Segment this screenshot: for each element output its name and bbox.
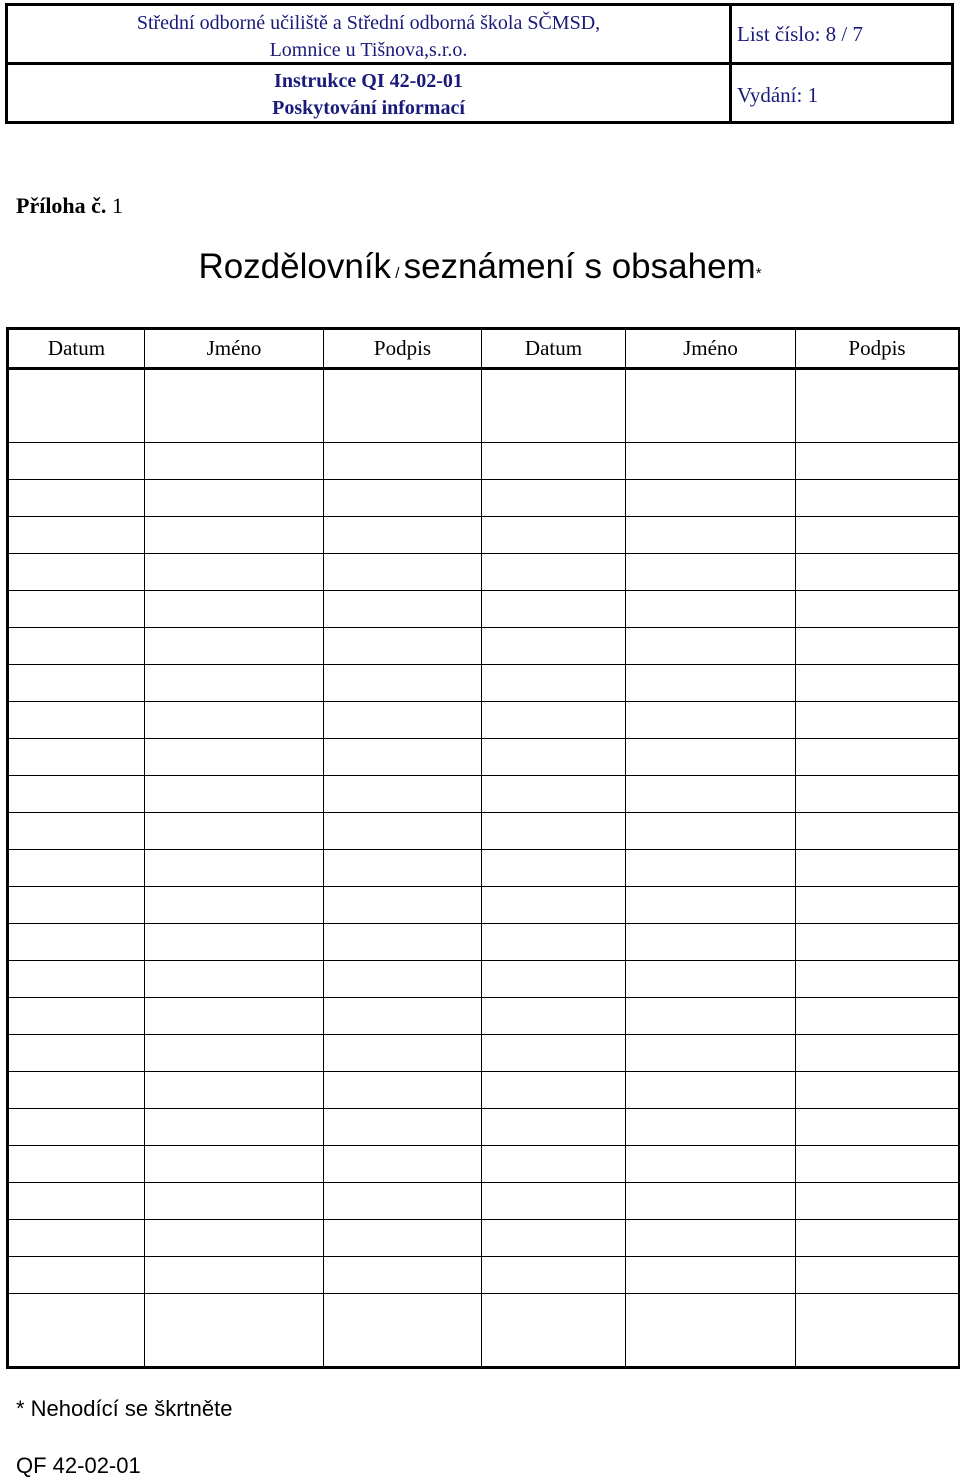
table-row <box>8 369 960 443</box>
table-cell[interactable] <box>145 924 324 961</box>
table-row <box>8 924 960 961</box>
table-cell[interactable] <box>482 591 626 628</box>
table-cell[interactable] <box>8 961 145 998</box>
table-row <box>8 961 960 998</box>
table-cell[interactable] <box>324 850 482 887</box>
table-cell[interactable] <box>324 702 482 739</box>
table-cell[interactable] <box>482 1220 626 1257</box>
table-cell[interactable] <box>796 443 960 480</box>
table-cell[interactable] <box>626 998 796 1035</box>
table-cell[interactable] <box>324 517 482 554</box>
table-row <box>8 739 960 776</box>
title-rest: seznámení s obsahem <box>403 247 756 286</box>
table-cell[interactable] <box>482 924 626 961</box>
attachment-label <box>16 193 123 219</box>
footnote: * Nehodící se škrtněte <box>16 1396 233 1421</box>
table-cell[interactable] <box>145 1035 324 1072</box>
table-cell[interactable] <box>145 1183 324 1220</box>
column-header-signature-2: Podpis <box>796 329 960 369</box>
table-cell[interactable] <box>482 1257 626 1294</box>
table-cell[interactable] <box>145 702 324 739</box>
column-header-name-2: Jméno <box>626 329 796 369</box>
table-row <box>8 776 960 813</box>
table-cell[interactable] <box>145 961 324 998</box>
table-cell[interactable] <box>626 628 796 665</box>
table-cell[interactable] <box>626 924 796 961</box>
table-cell[interactable] <box>796 1220 960 1257</box>
table-cell[interactable] <box>145 554 324 591</box>
table-cell[interactable] <box>324 369 482 443</box>
table-cell[interactable] <box>796 517 960 554</box>
table-cell[interactable] <box>626 1035 796 1072</box>
table-cell[interactable] <box>145 443 324 480</box>
table-cell[interactable] <box>796 591 960 628</box>
instruction-code: Instrukce QI 42-02-01 <box>274 70 463 92</box>
table-cell[interactable] <box>324 924 482 961</box>
table-cell[interactable] <box>8 850 145 887</box>
table-cell[interactable] <box>324 1220 482 1257</box>
table-cell[interactable] <box>796 961 960 998</box>
table-cell[interactable] <box>145 998 324 1035</box>
table-row <box>8 1257 960 1294</box>
attachment-label-text: Příloha č. <box>16 193 107 218</box>
table-row <box>8 850 960 887</box>
table-cell[interactable] <box>482 776 626 813</box>
column-header-name: Jméno <box>145 329 324 369</box>
table-cell[interactable] <box>796 924 960 961</box>
table-cell[interactable] <box>8 591 145 628</box>
table-cell[interactable] <box>8 776 145 813</box>
table-cell[interactable] <box>324 554 482 591</box>
table-cell[interactable] <box>626 1183 796 1220</box>
table-cell[interactable] <box>626 1294 796 1368</box>
table-cell[interactable] <box>8 1257 145 1294</box>
table-cell[interactable] <box>796 776 960 813</box>
table-cell[interactable] <box>482 739 626 776</box>
table-cell[interactable] <box>324 1183 482 1220</box>
table-cell[interactable] <box>626 1220 796 1257</box>
title-main: Rozdělovník <box>198 247 392 286</box>
table-cell[interactable] <box>324 665 482 702</box>
table-cell[interactable] <box>482 1072 626 1109</box>
table-cell[interactable] <box>482 369 626 443</box>
table-cell[interactable] <box>145 1220 324 1257</box>
table-cell[interactable] <box>626 887 796 924</box>
column-header-date-2: Datum <box>482 329 626 369</box>
table-cell[interactable] <box>626 369 796 443</box>
table-cell[interactable] <box>482 517 626 554</box>
table-cell[interactable] <box>626 591 796 628</box>
table-cell[interactable] <box>626 961 796 998</box>
table-cell[interactable] <box>8 480 145 517</box>
table-cell[interactable] <box>626 850 796 887</box>
table-cell[interactable] <box>8 924 145 961</box>
table-cell[interactable] <box>482 1146 626 1183</box>
title-separator: / <box>391 265 404 282</box>
organization-line-2: Lomnice u Tišnova,s.r.o. <box>269 39 468 61</box>
column-header-date: Datum <box>8 329 145 369</box>
table-row <box>8 702 960 739</box>
table-cell[interactable] <box>324 628 482 665</box>
table-cell[interactable] <box>626 665 796 702</box>
table-body <box>8 369 960 1368</box>
table-cell[interactable] <box>324 887 482 924</box>
table-cell[interactable] <box>324 1035 482 1072</box>
table-cell[interactable] <box>8 554 145 591</box>
table-cell[interactable] <box>626 813 796 850</box>
table-cell[interactable] <box>796 628 960 665</box>
table-header-row <box>8 329 960 369</box>
attachment-number: 1 <box>111 193 123 218</box>
table-cell[interactable] <box>8 443 145 480</box>
table-cell[interactable] <box>8 665 145 702</box>
table-cell[interactable] <box>145 628 324 665</box>
title-asterisk: * <box>755 265 762 282</box>
table-row <box>8 887 960 924</box>
table-cell[interactable] <box>796 998 960 1035</box>
table-cell[interactable] <box>796 1072 960 1109</box>
page-title <box>0 245 960 296</box>
table-cell[interactable] <box>626 1072 796 1109</box>
distribution-table <box>6 327 960 1369</box>
table-cell[interactable] <box>796 480 960 517</box>
table-cell[interactable] <box>626 739 796 776</box>
table-row <box>8 1109 960 1146</box>
instruction-title <box>8 68 729 122</box>
table-cell[interactable] <box>145 1072 324 1109</box>
table-cell[interactable] <box>482 702 626 739</box>
organization-name <box>8 10 729 64</box>
column-header-signature: Podpis <box>324 329 482 369</box>
table-cell[interactable] <box>8 1109 145 1146</box>
table-row <box>8 1183 960 1220</box>
table-cell[interactable] <box>145 369 324 443</box>
table-cell[interactable] <box>796 813 960 850</box>
table-cell[interactable] <box>796 1146 960 1183</box>
table-cell[interactable] <box>482 1294 626 1368</box>
table-cell[interactable] <box>796 554 960 591</box>
table-cell[interactable] <box>796 850 960 887</box>
table-cell[interactable] <box>482 665 626 702</box>
edition-number: Vydání: 1 <box>737 83 819 107</box>
table-cell[interactable] <box>8 369 145 443</box>
table-cell[interactable] <box>626 443 796 480</box>
table-cell[interactable] <box>482 887 626 924</box>
table-cell[interactable] <box>324 1257 482 1294</box>
table-cell[interactable] <box>8 998 145 1035</box>
table-cell[interactable] <box>796 369 960 443</box>
instruction-name: Poskytování informací <box>272 97 465 119</box>
table-cell[interactable] <box>324 739 482 776</box>
table-row <box>8 628 960 665</box>
table-row <box>8 998 960 1035</box>
table-cell[interactable] <box>145 887 324 924</box>
table-row <box>8 480 960 517</box>
table-cell[interactable] <box>796 1183 960 1220</box>
table-cell[interactable] <box>8 1146 145 1183</box>
form-code: QF 42-02-01 <box>16 1453 141 1478</box>
table-row <box>8 517 960 554</box>
table-cell[interactable] <box>626 1109 796 1146</box>
table-cell[interactable] <box>145 1257 324 1294</box>
table-cell[interactable] <box>145 850 324 887</box>
table-cell[interactable] <box>8 1220 145 1257</box>
table-cell[interactable] <box>324 1146 482 1183</box>
table-cell[interactable] <box>145 1294 324 1368</box>
table-cell[interactable] <box>482 961 626 998</box>
table-cell[interactable] <box>145 813 324 850</box>
table-row <box>8 813 960 850</box>
table-cell[interactable] <box>482 1109 626 1146</box>
table-cell[interactable] <box>8 813 145 850</box>
table-cell[interactable] <box>8 739 145 776</box>
table-row <box>8 1072 960 1109</box>
table-cell[interactable] <box>145 1146 324 1183</box>
table-cell[interactable] <box>626 702 796 739</box>
table-cell[interactable] <box>324 813 482 850</box>
organization-line-1: Střední odborné učiliště a Střední odborná škola SČMSD, <box>136 12 601 34</box>
table-cell[interactable] <box>482 480 626 517</box>
table-cell[interactable] <box>324 1294 482 1368</box>
table-cell[interactable] <box>324 1109 482 1146</box>
table-cell[interactable] <box>8 517 145 554</box>
table-cell[interactable] <box>8 887 145 924</box>
table-row <box>8 554 960 591</box>
table-cell[interactable] <box>626 517 796 554</box>
table-cell[interactable] <box>482 554 626 591</box>
document-header <box>5 3 954 124</box>
table-cell[interactable] <box>796 739 960 776</box>
table-cell[interactable] <box>626 776 796 813</box>
table-row <box>8 665 960 702</box>
table-cell[interactable] <box>482 998 626 1035</box>
table-cell[interactable] <box>324 1072 482 1109</box>
table-cell[interactable] <box>626 480 796 517</box>
table-cell[interactable] <box>8 1183 145 1220</box>
table-cell[interactable] <box>324 480 482 517</box>
table-cell[interactable] <box>626 554 796 591</box>
table-cell[interactable] <box>796 1294 960 1368</box>
table-cell[interactable] <box>482 628 626 665</box>
table-row <box>8 1294 960 1368</box>
sheet-number: List číslo: 8 / 7 <box>737 22 863 46</box>
table-row <box>8 591 960 628</box>
table-cell[interactable] <box>324 591 482 628</box>
table-cell[interactable] <box>145 776 324 813</box>
table-cell[interactable] <box>796 665 960 702</box>
table-cell[interactable] <box>796 887 960 924</box>
table-cell[interactable] <box>796 1257 960 1294</box>
table-cell[interactable] <box>145 1109 324 1146</box>
table-cell[interactable] <box>482 813 626 850</box>
table-cell[interactable] <box>482 443 626 480</box>
table-row <box>8 1220 960 1257</box>
table-cell[interactable] <box>145 591 324 628</box>
table-cell[interactable] <box>626 1146 796 1183</box>
table-cell[interactable] <box>482 1035 626 1072</box>
table-cell[interactable] <box>626 1257 796 1294</box>
table-cell[interactable] <box>145 480 324 517</box>
table-cell[interactable] <box>324 443 482 480</box>
table-cell[interactable] <box>8 702 145 739</box>
table-cell[interactable] <box>8 628 145 665</box>
table-cell[interactable] <box>796 702 960 739</box>
table-cell[interactable] <box>324 776 482 813</box>
table-row <box>8 1146 960 1183</box>
table-cell[interactable] <box>145 739 324 776</box>
table-cell[interactable] <box>796 1035 960 1072</box>
table-cell[interactable] <box>145 665 324 702</box>
table-cell[interactable] <box>324 998 482 1035</box>
table-cell[interactable] <box>8 1035 145 1072</box>
table-cell[interactable] <box>8 1072 145 1109</box>
table-cell[interactable] <box>482 1183 626 1220</box>
table-cell[interactable] <box>8 1294 145 1368</box>
table-row <box>8 1035 960 1072</box>
table-cell[interactable] <box>145 517 324 554</box>
table-cell[interactable] <box>324 961 482 998</box>
table-row <box>8 443 960 480</box>
table-cell[interactable] <box>796 1109 960 1146</box>
table-cell[interactable] <box>482 850 626 887</box>
